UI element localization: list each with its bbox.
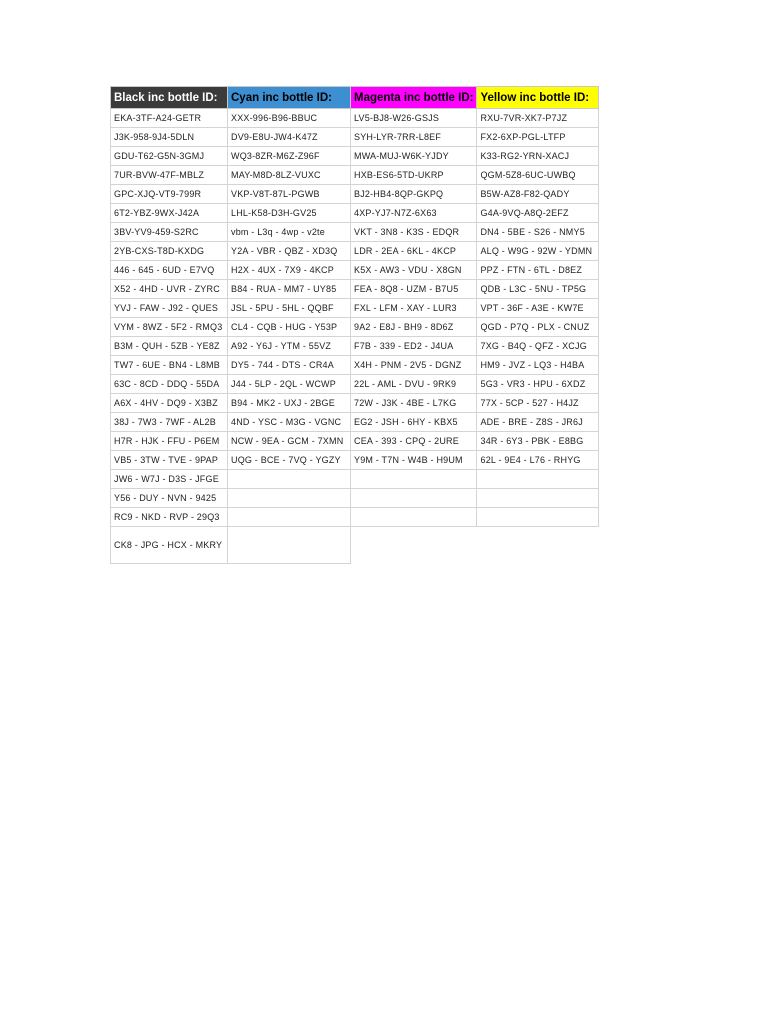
black-id-cell: JW6 - W7J - D3S - JFGE: [111, 470, 228, 489]
yellow-id-cell: ADE - BRE - Z8S - JR6J: [477, 413, 599, 432]
black-id-cell: 38J - 7W3 - 7WF - AL2B: [111, 413, 228, 432]
cyan-id-cell: [228, 489, 351, 508]
table-row: [111, 394, 599, 413]
cyan-id-cell: VKP-V8T-87L-PGWB: [228, 185, 351, 204]
black-id-cell: GDU-T62-G5N-3GMJ: [111, 147, 228, 166]
table-row: [111, 470, 599, 489]
yellow-id-cell: ALQ - W9G - 92W - YDMN: [477, 242, 599, 261]
cyan-id-cell: DV9-E8U-JW4-K47Z: [228, 128, 351, 147]
table-row: [111, 280, 599, 299]
yellow-id-cell: FX2-6XP-PGL-LTFP: [477, 128, 599, 147]
yellow-id-cell: K33-RG2-YRN-XACJ: [477, 147, 599, 166]
magenta-id-cell: [351, 527, 477, 564]
yellow-id-cell: VPT - 36F - A3E - KW7E: [477, 299, 599, 318]
yellow-id-cell: QDB - L3C - 5NU - TP5G: [477, 280, 599, 299]
cyan-id-cell: NCW - 9EA - GCM - 7XMN: [228, 432, 351, 451]
magenta-id-cell: [351, 489, 477, 508]
yellow-id-cell: 77X - 5CP - 527 - H4JZ: [477, 394, 599, 413]
table-row: [111, 432, 599, 451]
cyan-id-cell: JSL - 5PU - 5HL - QQBF: [228, 299, 351, 318]
yellow-id-cell: 5G3 - VR3 - HPU - 6XDZ: [477, 375, 599, 394]
cyan-id-cell: UQG - BCE - 7VQ - YGZY: [228, 451, 351, 470]
magenta-id-cell: VKT - 3N8 - K3S - EDQR: [351, 223, 477, 242]
black-id-cell: 2YB-CXS-T8D-KXDG: [111, 242, 228, 261]
cyan-id-cell: [228, 527, 351, 564]
cyan-id-cell: A92 - Y6J - YTM - 55VZ: [228, 337, 351, 356]
table-row: [111, 451, 599, 470]
black-id-cell: 3BV-YV9-459-S2RC: [111, 223, 228, 242]
table-row: [111, 109, 599, 128]
magenta-id-cell: [351, 470, 477, 489]
table-row: [111, 337, 599, 356]
yellow-id-cell: [477, 508, 599, 527]
magenta-id-cell: 9A2 - E8J - BH9 - 8D6Z: [351, 318, 477, 337]
yellow-id-cell: [477, 470, 599, 489]
magenta-id-cell: 22L - AML - DVU - 9RK9: [351, 375, 477, 394]
table-row: [111, 299, 599, 318]
yellow-id-cell: RXU-7VR-XK7-P7JZ: [477, 109, 599, 128]
cyan-id-cell: B94 - MK2 - UXJ - 2BGE: [228, 394, 351, 413]
magenta-id-cell: 72W - J3K - 4BE - L7KG: [351, 394, 477, 413]
table-row: [111, 128, 599, 147]
header-magenta: Magenta inc bottle ID:: [351, 87, 477, 109]
table-row: [111, 166, 599, 185]
cyan-id-cell: CL4 - CQB - HUG - Y53P: [228, 318, 351, 337]
table-row: [111, 223, 599, 242]
black-id-cell: VB5 - 3TW - TVE - 9PAP: [111, 451, 228, 470]
table-row: [111, 489, 599, 508]
magenta-id-cell: LDR - 2EA - 6KL - 4KCP: [351, 242, 477, 261]
table-body: [111, 109, 599, 564]
yellow-id-cell: [477, 527, 599, 564]
table-row: [111, 508, 599, 527]
black-id-cell: EKA-3TF-A24-GETR: [111, 109, 228, 128]
black-id-cell: A6X - 4HV - DQ9 - X3BZ: [111, 394, 228, 413]
yellow-id-cell: B5W-AZ8-F82-QADY: [477, 185, 599, 204]
table-row: [111, 242, 599, 261]
cyan-id-cell: XXX-996-B96-BBUC: [228, 109, 351, 128]
magenta-id-cell: F7B - 339 - ED2 - J4UA: [351, 337, 477, 356]
cyan-id-cell: H2X - 4UX - 7X9 - 4KCP: [228, 261, 351, 280]
yellow-id-cell: QGM-5Z8-6UC-UWBQ: [477, 166, 599, 185]
magenta-id-cell: [351, 508, 477, 527]
cyan-id-cell: MAY-M8D-8LZ-VUXC: [228, 166, 351, 185]
header-black: Black inc bottle ID:: [111, 87, 228, 109]
black-id-cell: J3K-958-9J4-5DLN: [111, 128, 228, 147]
black-id-cell: VYM - 8WZ - 5F2 - RMQ3: [111, 318, 228, 337]
header-cyan: Cyan inc bottle ID:: [228, 87, 351, 109]
magenta-id-cell: CEA - 393 - CPQ - 2URE: [351, 432, 477, 451]
table-row: [111, 356, 599, 375]
yellow-id-cell: 62L - 9E4 - L76 - RHYG: [477, 451, 599, 470]
yellow-id-cell: PPZ - FTN - 6TL - D8EZ: [477, 261, 599, 280]
table-row: [111, 527, 599, 564]
table-row: [111, 147, 599, 166]
magenta-id-cell: 4XP-YJ7-N7Z-6X63: [351, 204, 477, 223]
table-row: [111, 318, 599, 337]
cyan-id-cell: vbm - L3q - 4wp - v2te: [228, 223, 351, 242]
yellow-id-cell: 7XG - B4Q - QFZ - XCJG: [477, 337, 599, 356]
table-row: [111, 261, 599, 280]
magenta-id-cell: EG2 - JSH - 6HY - KBX5: [351, 413, 477, 432]
magenta-id-cell: HXB-ES6-5TD-UKRP: [351, 166, 477, 185]
black-id-cell: CK8 - JPG - HCX - MKRY: [111, 527, 228, 564]
yellow-id-cell: HM9 - JVZ - LQ3 - H4BA: [477, 356, 599, 375]
bottle-id-table: [110, 86, 599, 564]
cyan-id-cell: [228, 508, 351, 527]
cyan-id-cell: [228, 470, 351, 489]
magenta-id-cell: K5X - AW3 - VDU - X8GN: [351, 261, 477, 280]
yellow-id-cell: QGD - P7Q - PLX - CNUZ: [477, 318, 599, 337]
yellow-id-cell: [477, 489, 599, 508]
magenta-id-cell: MWA-MUJ-W6K-YJDY: [351, 147, 477, 166]
magenta-id-cell: Y9M - T7N - W4B - H9UM: [351, 451, 477, 470]
black-id-cell: TW7 - 6UE - BN4 - L8MB: [111, 356, 228, 375]
cyan-id-cell: J44 - 5LP - 2QL - WCWP: [228, 375, 351, 394]
yellow-id-cell: DN4 - 5BE - S26 - NMY5: [477, 223, 599, 242]
black-id-cell: H7R - HJK - FFU - P6EM: [111, 432, 228, 451]
black-id-cell: RC9 - NKD - RVP - 29Q3: [111, 508, 228, 527]
header-row: [111, 87, 599, 109]
yellow-id-cell: 34R - 6Y3 - PBK - E8BG: [477, 432, 599, 451]
header-yellow: Yellow inc bottle ID:: [477, 87, 599, 109]
magenta-id-cell: LV5-BJ8-W26-GSJS: [351, 109, 477, 128]
cyan-id-cell: LHL-K58-D3H-GV25: [228, 204, 351, 223]
black-id-cell: 446 - 645 - 6UD - E7VQ: [111, 261, 228, 280]
magenta-id-cell: X4H - PNM - 2V5 - DGNZ: [351, 356, 477, 375]
table-row: [111, 413, 599, 432]
table-row: [111, 375, 599, 394]
black-id-cell: YVJ - FAW - J92 - QUES: [111, 299, 228, 318]
cyan-id-cell: WQ3-8ZR-M6Z-Z96F: [228, 147, 351, 166]
black-id-cell: GPC-XJQ-VT9-799R: [111, 185, 228, 204]
cyan-id-cell: B84 - RUA - MM7 - UY85: [228, 280, 351, 299]
table-row: [111, 185, 599, 204]
black-id-cell: 63C - 8CD - DDQ - 55DA: [111, 375, 228, 394]
black-id-cell: 6T2-YBZ-9WX-J42A: [111, 204, 228, 223]
magenta-id-cell: FEA - 8Q8 - UZM - B7U5: [351, 280, 477, 299]
yellow-id-cell: G4A-9VQ-A8Q-2EFZ: [477, 204, 599, 223]
cyan-id-cell: DY5 - 744 - DTS - CR4A: [228, 356, 351, 375]
black-id-cell: 7UR-BVW-47F-MBLZ: [111, 166, 228, 185]
magenta-id-cell: FXL - LFM - XAY - LUR3: [351, 299, 477, 318]
black-id-cell: B3M - QUH - 5ZB - YE8Z: [111, 337, 228, 356]
magenta-id-cell: SYH-LYR-7RR-L8EF: [351, 128, 477, 147]
black-id-cell: Y56 - DUY - NVN - 9425: [111, 489, 228, 508]
magenta-id-cell: BJ2-HB4-8QP-GKPQ: [351, 185, 477, 204]
table-row: [111, 204, 599, 223]
cyan-id-cell: 4ND - YSC - M3G - VGNC: [228, 413, 351, 432]
black-id-cell: X52 - 4HD - UVR - ZYRC: [111, 280, 228, 299]
cyan-id-cell: Y2A - VBR - QBZ - XD3Q: [228, 242, 351, 261]
